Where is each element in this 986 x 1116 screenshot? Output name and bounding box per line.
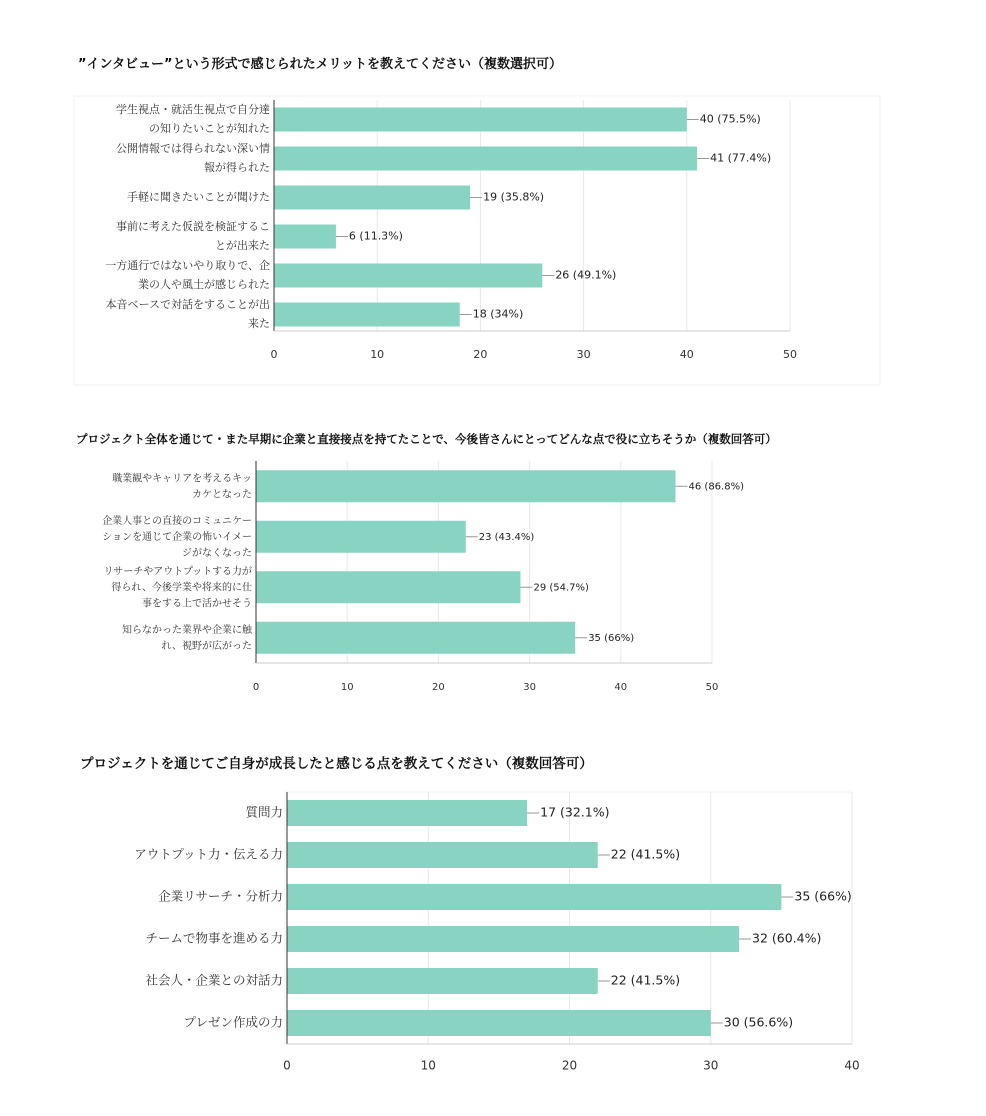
chart2-tick-label: 40 — [614, 682, 628, 693]
chart2-data-label: 29 (54.7%) — [533, 582, 589, 594]
chart2-category-label: リサーチやアウトプットする力が — [103, 566, 252, 578]
chart3-tick-label: 30 — [703, 1058, 719, 1073]
chart1-category-label: とが出来た — [215, 239, 270, 252]
chart3-tick-label: 20 — [561, 1058, 578, 1073]
chart3-data-label: 32 (60.4%) — [752, 930, 822, 946]
chart2-tick-label: 30 — [523, 682, 536, 693]
chart3-bar — [287, 842, 598, 868]
chart2-category-label: 事をする上で活かせそう — [142, 598, 252, 610]
chart2-category-label: ションを通じて企業の怖いイメー — [102, 531, 252, 543]
chart3-data-label: 22 (41.5%) — [610, 972, 681, 988]
chart1-tick-label: 40 — [679, 348, 694, 361]
chart1-tick-label: 0 — [270, 348, 278, 361]
chart1-tick-label: 10 — [370, 348, 385, 361]
chart2-tick-label: 0 — [252, 682, 260, 693]
chart1-category-label: 報が得られた — [204, 161, 270, 174]
chart2-category-label: カケとなった — [192, 489, 252, 501]
chart2-tick-label: 10 — [340, 682, 354, 693]
chart1-data-label: 6 (11.3%) — [348, 229, 403, 243]
chart3-bar — [287, 884, 781, 910]
chart1-data-label: 18 (34%) — [472, 307, 524, 321]
chart2-category-label: 知らなかった業界や企業に触 — [122, 624, 252, 636]
chart2-category-label: 企業人事との直接のコミュニケー — [102, 515, 252, 527]
chart2-data-label: 23 (43.4%) — [478, 531, 535, 543]
chart3-bar — [287, 926, 739, 952]
chart3-bar — [287, 1010, 711, 1036]
chart2-tick-label: 50 — [705, 682, 719, 693]
chart2-category-label: 得られ、今後学業や将来的に仕 — [111, 582, 252, 594]
chart-2-title: プロジェクト全体を通じて・また早期に企業と直接接点を持てたことで、今後皆さんにとってどんな点で役に立ちそうか（複数回答可） — [76, 432, 777, 446]
chart1-data-label: 40 (75.5%) — [699, 112, 761, 126]
chart1-tick-label: 50 — [783, 348, 797, 361]
chart2-data-label: 46 (86.8%) — [688, 481, 745, 493]
chart3-category-label: 質問力 — [245, 804, 283, 820]
chart-3-title: プロジェクトを通じてご自身が成長したと感じる点を教えてください（複数回答可） — [80, 756, 593, 772]
chart1-category-label: 業の人や風土が感じられた — [138, 278, 270, 291]
chart3-plot-panel — [285, 792, 852, 1044]
chart1-category-label: 公開情報では得られない深い情 — [116, 142, 270, 155]
chart3-data-label: 22 (41.5%) — [610, 846, 681, 862]
chart1-data-label: 41 (77.4%) — [710, 151, 772, 165]
chart1-tick-label: 20 — [473, 348, 488, 361]
chart3-data-label: 35 (66%) — [794, 888, 852, 904]
chart3-tick-label: 0 — [283, 1058, 291, 1073]
chart2-category-label: れ、視野が広がった — [161, 640, 252, 652]
chart3-bar — [287, 968, 598, 994]
chart3-data-label: 30 (56.6%) — [723, 1014, 794, 1030]
chart3-bar — [287, 800, 527, 826]
chart3-category-label: アウトプット力・伝える力 — [134, 846, 283, 862]
chart1-category-label: 学生視点・就活生視点で自分達 — [116, 103, 270, 116]
chart3-category-label: チームで物事を進める力 — [145, 930, 283, 946]
chart1-category-label: 一方通行ではないやり取りで、企 — [105, 259, 270, 272]
chart1-category-label: 手軽に聞きたいことが聞けた — [127, 190, 270, 204]
chart1-data-label: 26 (49.1%) — [555, 268, 617, 282]
chart1-category-label: の知りたいことが知れた — [149, 122, 270, 135]
chart1-data-label: 19 (35.8%) — [483, 190, 545, 204]
chart1-tick-label: 30 — [576, 348, 591, 361]
chart3-tick-label: 10 — [420, 1058, 436, 1073]
chart3-category-label: プレゼン作成の力 — [183, 1014, 283, 1030]
chart1-category-label: 事前に考えた仮説を検証するこ — [116, 220, 270, 233]
chart2-category-label: ジがなくなった — [182, 547, 252, 559]
chart1-category-label: 来た — [248, 317, 270, 330]
chart-1-title: ”インタビュー”という形式で感じられたメリットを教えてください（複数選択可） — [78, 57, 563, 72]
chart2-data-label: 35 (66%) — [588, 632, 635, 644]
chart3-tick-label: 40 — [844, 1058, 860, 1073]
chart3-category-label: 企業リサーチ・分析力 — [158, 888, 283, 904]
chart2-tick-label: 20 — [432, 682, 445, 693]
chart3-category-label: 社会人・企業との対話力 — [145, 972, 283, 988]
chart2-category-label: 職業観やキャリアを考えるキッ — [112, 473, 252, 485]
chart1-category-label: 本音ベースで対話をすることが出 — [105, 298, 270, 311]
chart3-data-label: 17 (32.1%) — [540, 804, 610, 820]
